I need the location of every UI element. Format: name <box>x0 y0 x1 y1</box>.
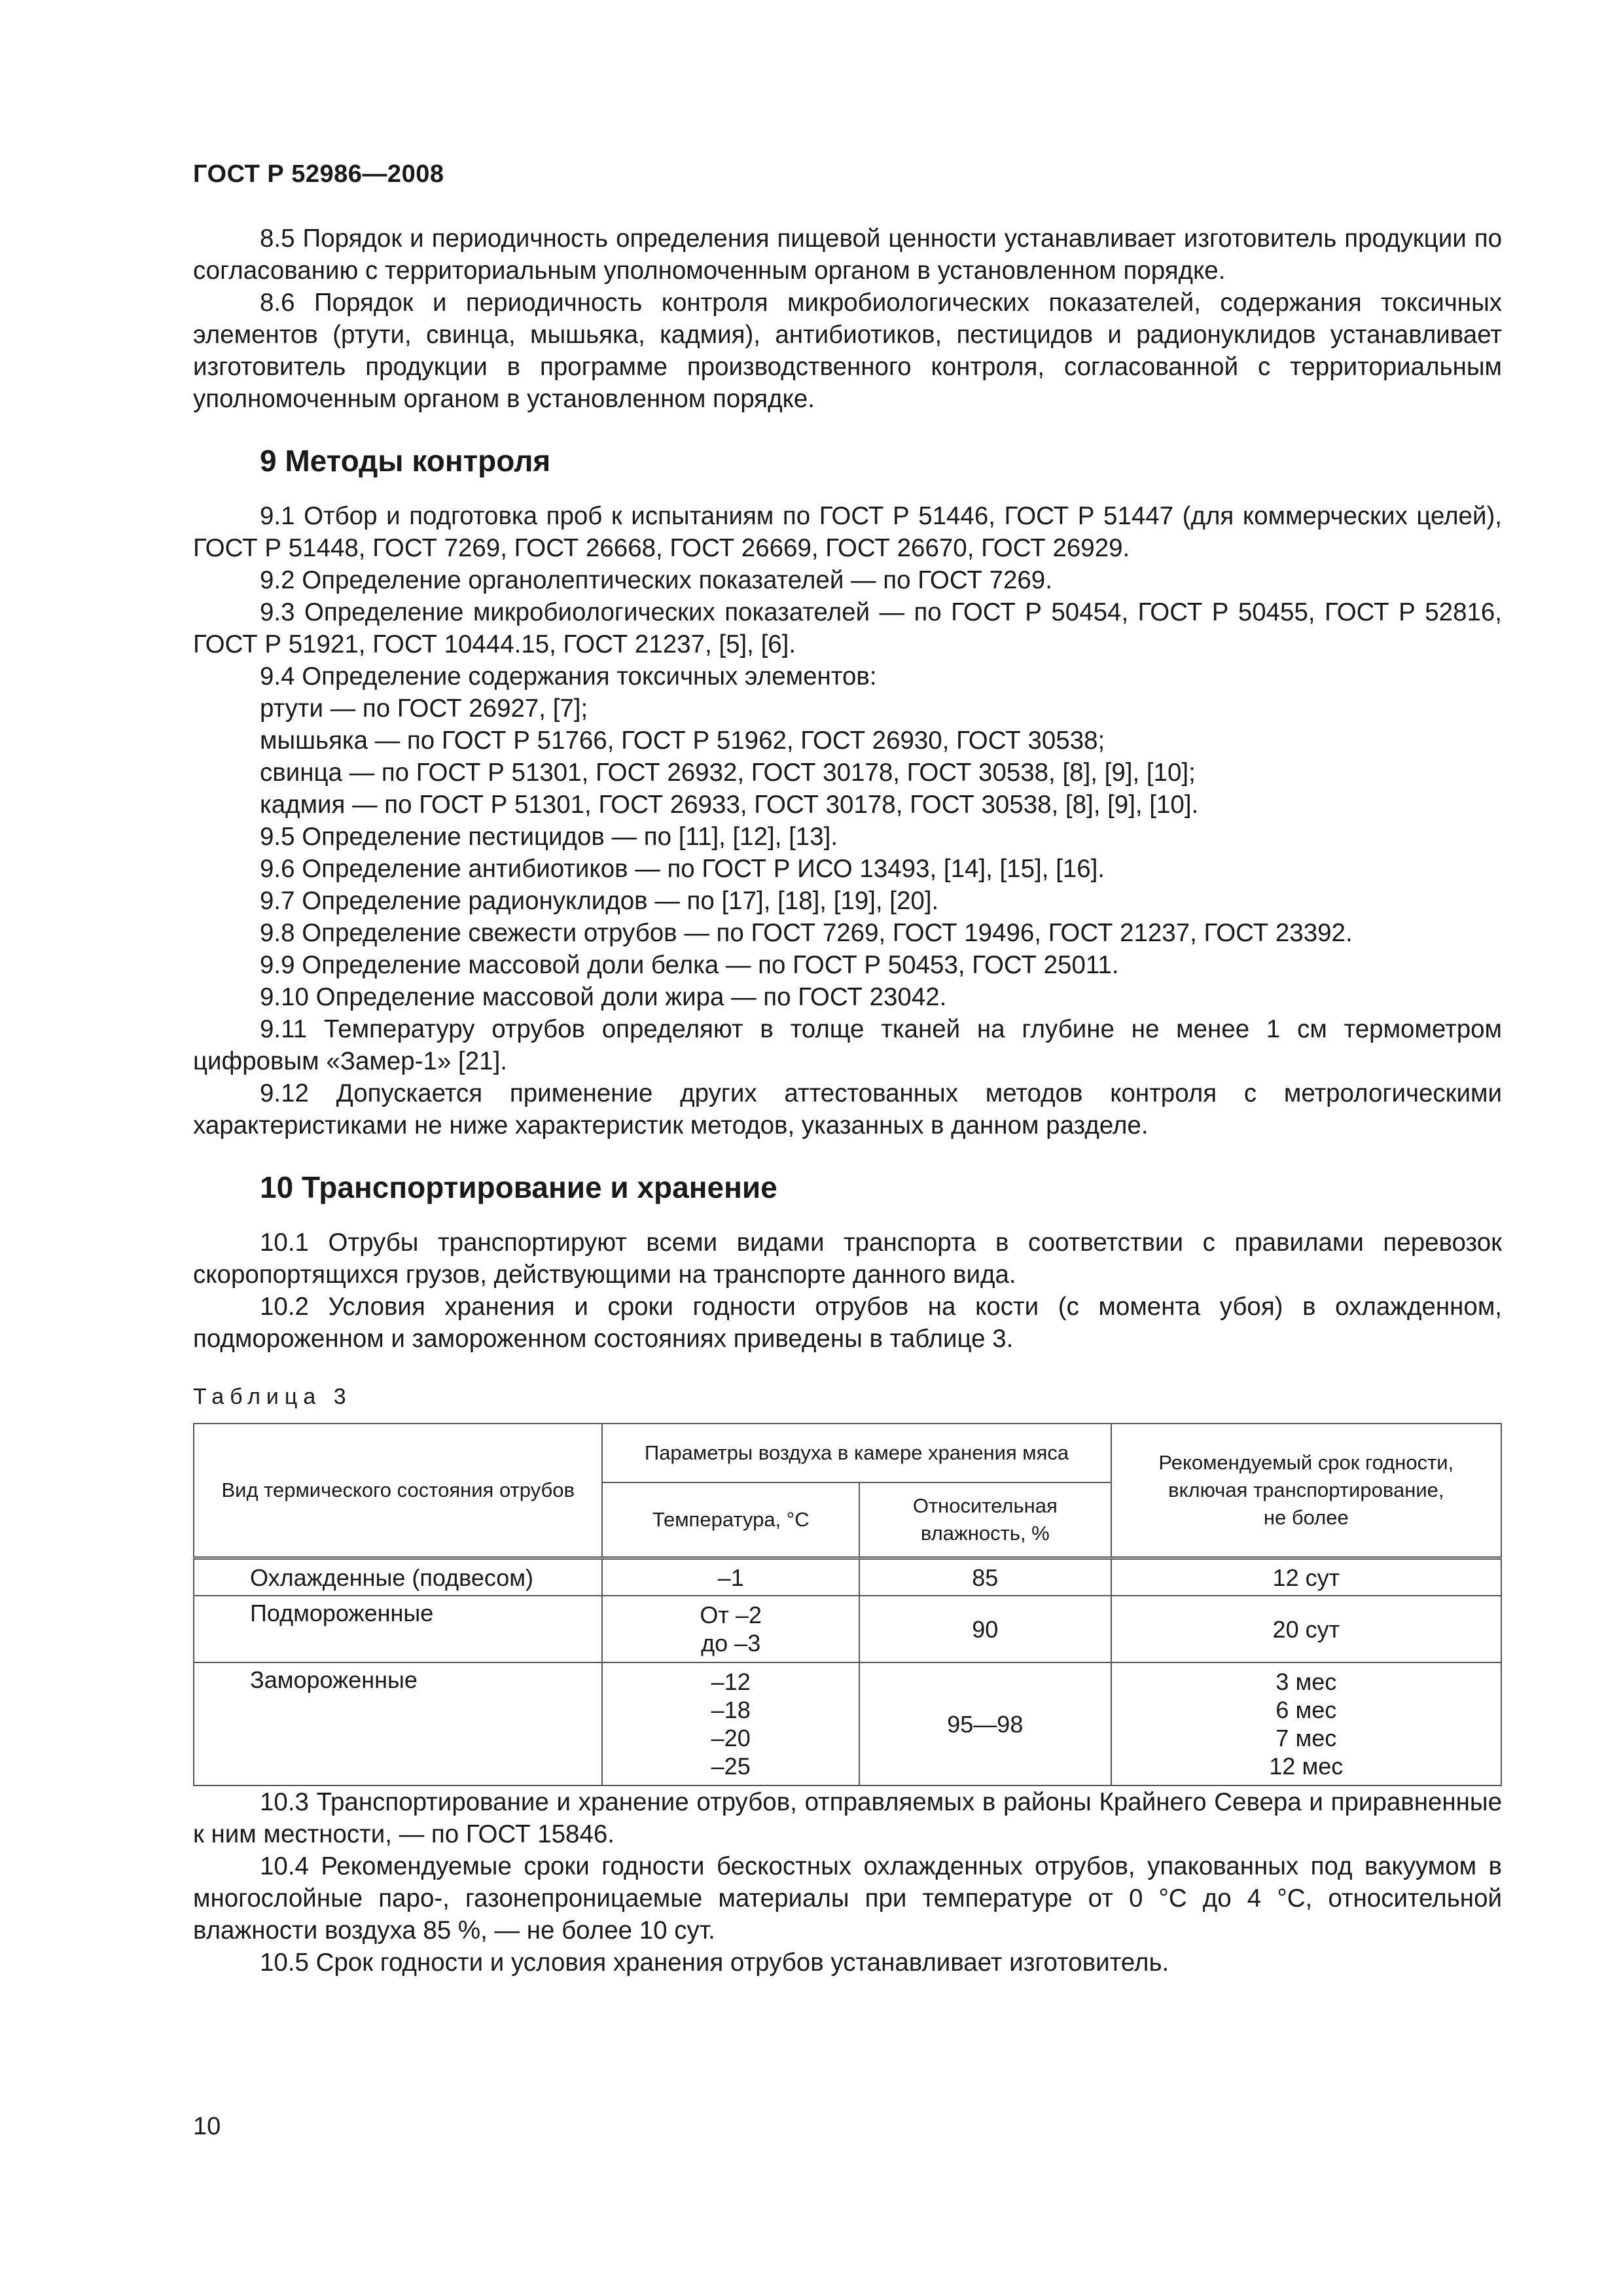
header-shelf-line-2: включая транспортирование, <box>1168 1479 1444 1501</box>
paragraph-10-1: 10.1 Отрубы транспортируют всеми видами транспорта в соответствии с правилами перевозок скоропортящихся грузов, действующими на транспорте данного вида. <box>193 1229 1502 1289</box>
paragraph-10-2: 10.2 Условия хранения и сроки годности отрубов на кости (с момента убоя) в охлажденном, подмороженном и замороженном состояниях приведены в таблице 3. <box>193 1293 1502 1353</box>
paragraph-9-7: 9.7 Определение радионуклидов — по [17], [18], [19], [20]. <box>260 887 939 915</box>
cell-temperature <box>602 1596 859 1662</box>
paragraph-9-3: 9.3 Определение микробиологических показателей — по ГОСТ Р 50454, ГОСТ Р 50455, ГОСТ Р 52816, ГОСТ Р 51921, ГОСТ 10444.15, ГОСТ 21237, [5], [6]. <box>193 598 1502 658</box>
header-shelf-line-1: Рекомендуемый срок годности, <box>1158 1451 1454 1474</box>
paragraph-10-4: 10.4 Рекомендуемые сроки годности бескостных охлажденных отрубов, упакованных под вакуумом в многослойные паро-, газонепроницаемые материалы при температуре от 0 °С до 4 °С, относительной влажности воздуха 85 %, — не более 10 сут. <box>193 1852 1502 1945</box>
paragraph-9-5: 9.5 Определение пестицидов — по [11], [12], [13]. <box>260 823 838 851</box>
cell-state: Подмороженные <box>194 1596 602 1662</box>
cell-humidity: 95—98 <box>859 1662 1111 1785</box>
header-shelf-line-3: не более <box>1263 1506 1349 1529</box>
section-10-title: 10 Транспортирование и хранение <box>260 1170 777 1204</box>
cell-shelf-life <box>1111 1662 1501 1785</box>
paragraph-9-2: 9.2 Определение органолептических показателей — по ГОСТ 7269. <box>260 566 1052 594</box>
paragraph-9-11: 9.11 Температуру отрубов определяют в толще тканей на глубине не менее 1 см термометром цифровым «Замер-1» [21]. <box>193 1015 1502 1075</box>
toxic-item-cadmium: кадмия — по ГОСТ Р 51301, ГОСТ 26933, ГОСТ 30178, ГОСТ 30538, [8], [9], [10]. <box>260 791 1199 819</box>
paragraph-8-6: 8.6 Порядок и периодичность контроля микробиологических показателей, содержания токсичных элементов (ртути, свинца, мышьяка, кадмия), антибиотиков, пестицидов и радионуклидов устанавливает изготовитель продукции в программе производственного контроля, согласованной с территориальным уполномоченным органом в установленном порядке. <box>193 289 1502 413</box>
temp-value: От –2 <box>700 1602 762 1628</box>
paragraph-9-1: 9.1 Отбор и подготовка проб к испытаниям по ГОСТ Р 51446, ГОСТ Р 51447 (для коммерческих целей), ГОСТ Р 51448, ГОСТ 7269, ГОСТ 26668, ГОСТ 26669, ГОСТ 26670, ГОСТ 26929. <box>193 502 1502 562</box>
temp-value: –25 <box>711 1753 751 1780</box>
header-shelf-life <box>1111 1424 1501 1558</box>
toxic-item-arsenic: мышьяка — по ГОСТ Р 51766, ГОСТ Р 51962, ГОСТ 26930, ГОСТ 30538; <box>260 726 1105 755</box>
cell-temperature: –1 <box>602 1558 859 1596</box>
temp-value: –20 <box>711 1725 751 1751</box>
temp-value: до –3 <box>701 1630 761 1657</box>
toxic-item-lead: свинца — по ГОСТ Р 51301, ГОСТ 26932, ГОСТ 30178, ГОСТ 30538, [8], [9], [10]; <box>260 759 1196 787</box>
shelf-value: 3 мес <box>1275 1668 1337 1695</box>
cell-shelf-life: 12 сут <box>1111 1558 1501 1596</box>
header-humidity-line-1: Относительная <box>912 1494 1058 1517</box>
header-temperature: Температура, °С <box>602 1482 859 1558</box>
paragraph-8-5: 8.5 Порядок и периодичность определения пищевой ценности устанавливает изготовитель продукции по согласованию с территориальным уполномоченным органом в установленном порядке. <box>193 224 1502 285</box>
paragraph-10-5: 10.5 Срок годности и условия хранения отрубов устанавливает изготовитель. <box>260 1948 1169 1977</box>
cell-temperature <box>602 1662 859 1785</box>
paragraph-9-4: 9.4 Определение содержания токсичных элементов: <box>260 662 877 691</box>
table-row <box>194 1662 1501 1785</box>
shelf-value: 12 мес <box>1269 1753 1344 1780</box>
page-number: 10 <box>193 2113 221 2140</box>
cell-state: Охлажденные (подвесом) <box>194 1558 602 1596</box>
shelf-value: 7 мес <box>1275 1725 1337 1751</box>
paragraph-9-9: 9.9 Определение массовой доли белка — по ГОСТ Р 50453, ГОСТ 25011. <box>260 951 1119 979</box>
header-air-params: Параметры воздуха в камере хранения мяса <box>602 1424 1111 1482</box>
header-humidity <box>859 1482 1111 1558</box>
paragraph-9-8: 9.8 Определение свежести отрубов — по ГОСТ 7269, ГОСТ 19496, ГОСТ 21237, ГОСТ 23392. <box>260 919 1353 947</box>
cell-humidity: 90 <box>859 1596 1111 1662</box>
table-row <box>194 1558 1501 1596</box>
paragraph-10-3: 10.3 Транспортирование и хранение отрубов, отправляемых в районы Крайнего Севера и приравненные к ним местности, — по ГОСТ 15846. <box>193 1788 1502 1848</box>
document-header: ГОСТ Р 52986—2008 <box>193 160 444 188</box>
temp-value: –18 <box>711 1696 751 1723</box>
shelf-value: 6 мес <box>1275 1696 1337 1723</box>
temp-value: –12 <box>711 1668 751 1695</box>
header-humidity-line-2: влажность, % <box>920 1522 1050 1545</box>
page-content <box>193 223 1502 1979</box>
cell-shelf-life: 20 сут <box>1111 1596 1501 1662</box>
paragraph-9-6: 9.6 Определение антибиотиков — по ГОСТ Р ИСО 13493, [14], [15], [16]. <box>260 855 1105 883</box>
paragraph-9-10: 9.10 Определение массовой доли жира — по ГОСТ 23042. <box>260 983 947 1011</box>
header-state: Вид термического состояния отрубов <box>194 1424 602 1558</box>
section-9-title: 9 Методы контроля <box>260 444 551 478</box>
toxic-item-mercury: ртути — по ГОСТ 26927, [7]; <box>260 694 588 723</box>
cell-state: Замороженные <box>194 1662 602 1785</box>
table-row <box>194 1596 1501 1662</box>
cell-humidity: 85 <box>859 1558 1111 1596</box>
table-caption: Таблица 3 <box>193 1384 352 1409</box>
storage-table <box>193 1423 1502 1786</box>
paragraph-9-12: 9.12 Допускается применение других аттестованных методов контроля с метрологическими характеристиками не ниже характеристик методов, указанных в данном разделе. <box>193 1079 1502 1139</box>
